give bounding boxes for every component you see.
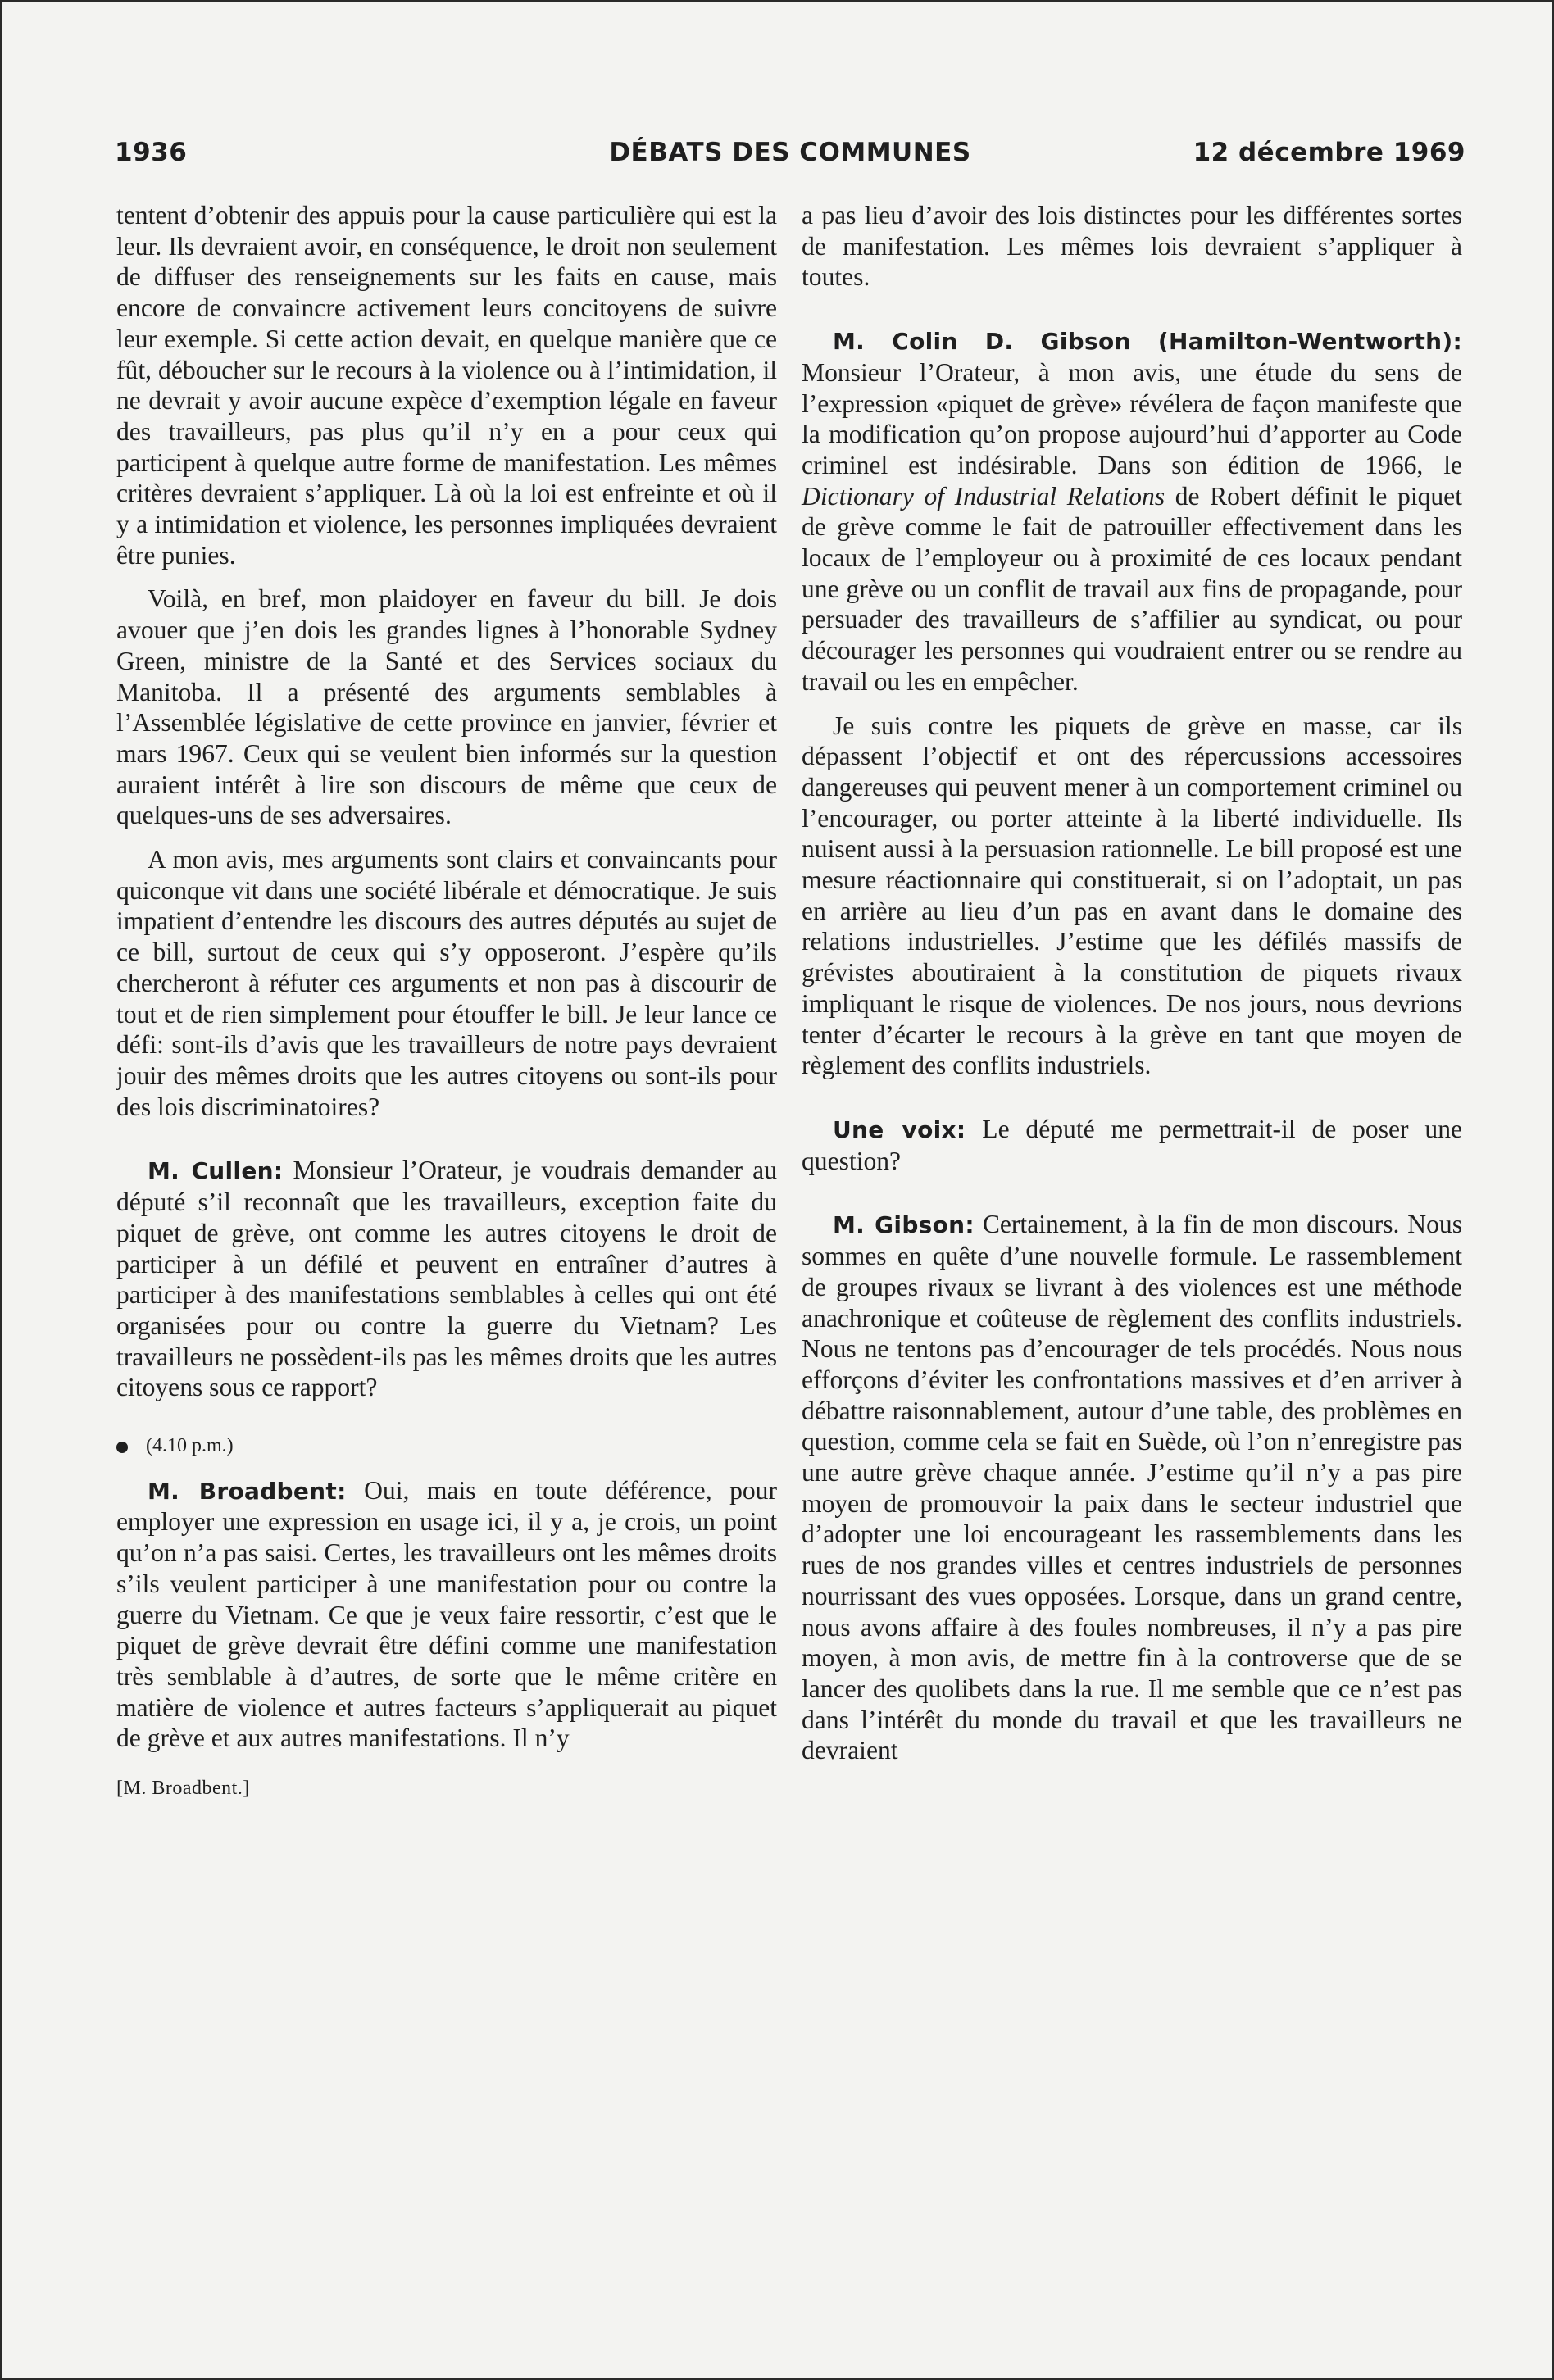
speech-text: Le député me permettrait-il de poser une question? [802, 1114, 1463, 1175]
paragraph: A mon avis, mes arguments sont clairs et convaincants pour quiconque vit dans une société libérale et démocratique. Je suis impatient d’entendre les discours des autres députés au sujet de ce bill, surtout de ceux qui s’y opposeront. J’espère qu’ils chercheront à réfuter ces arguments et non pas à discourir de tout et de rien simplement pour étouffer le bill. Je leur lance ce défi: sont-ils d’avis que les travailleurs de notre pays devraient jouir des mêmes droits que les autres citoyens ou sont-ils pour des lois discriminatoires? [116, 845, 777, 1121]
paragraph: a pas lieu d’avoir des lois distinctes pour les différentes sortes de manifestation. Les mêmes lois devraient s’appliquer à toutes. [802, 201, 1462, 292]
time-marker [116, 1431, 777, 1462]
page-number: 1936 [115, 138, 188, 167]
speech-voice [802, 1114, 1462, 1176]
cited-title: Dictionary of Industrial Relations [802, 481, 1166, 511]
speech-text: Oui, mais en toute déférence, pour employer une expression en usage ici, il y a, je crois, un point qu’on n’a pas saisi. Certes, les travailleurs ont les mêmes droits s’ils veulent participer à une manifestation pour ou contre la guerre du Vietnam. Ce que je veux faire ressortir, c’est que le piquet de grève devrait être défini comme une manifestation très semblable à d’autres, de sorte que le même critère en matière de violence et autres facteurs s’appliquerait au piquet de grève et aux autres manifestations. Il n’y [116, 1475, 777, 1753]
speech-gibson-2 [802, 1209, 1462, 1766]
speech-text: Monsieur l’Orateur, je voudrais demander au député s’il reconnaît que les travailleurs, exception faite du piquet de grève, ont comme les autres citoyens le droit de participer à un défilé et peuvent en entraîner d’autres à participer à des manifestations semblables à celles qui ont été organisées pour ou contre la guerre du Vietnam? Les travailleurs ne possèdent-ils pas les mêmes droits que les autres citoyens sous ce rapport? [116, 1156, 778, 1402]
speech-broadbent [116, 1475, 777, 1754]
bullet-icon [116, 1442, 128, 1453]
timestamp-text: (4.10 p.m.) [146, 1435, 234, 1457]
speech-text: Certainement, à la fin de mon discours. Nous sommes en quête d’une nouvelle formule. Le rassemblement de groupes rivaux se livrant à des violences est une méthode anachronique et coûteuse de règlement des conflits industriels. Nous ne tentons pas d’encourager de tels procédés. Nous nous efforçons d’éviter les confrontations massives et d’en arriver à débattre raisonnablement, autour d’une table, des problèmes en question, comme cela se fait en Suède, où l’on n’enregistre pas une autre grève chaque année. J’estime qu’il n’y a pas pire moyen de promouvoir la paix dans le secteur industriel que d’adopter une loi encourageant les rassemblements dans les rues de nos grandes villes et centres industriels de personnes nourrissant des vues opposées. Lorsque, dans un grand centre, nous avons affaire à des foules nombreuses, il n’y a pas pire moyen, à mon avis, de mettre fin à la controverse que de se lancer des quolibets dans la rue. Il me semble que ce n’est pas dans l’intérêt du monde du travail et que les travailleurs ne devraient [802, 1210, 1462, 1765]
speaker-name: M. Broadbent: [148, 1477, 347, 1505]
page-date: 12 décembre 1969 [1193, 138, 1465, 167]
speech-cullen [116, 1155, 777, 1403]
paragraph: tentent d’obtenir des appuis pour la cause particulière qui est la leur. Ils devraient avoir, en conséquence, le droit non seulement de diffuser des renseignements sur les faits en cause, mais encore de convaincre activement leurs concitoyens de suivre leur exemple. Si cette action devait, en quelque manière que ce fût, déboucher sur le recours à la violence ou à l’intimidation, il ne devrait y avoir aucune expèce d’exemption légale en faveur des travailleurs, pas plus qu’il n’y en a pour ceux qui participent à quelque autre forme de manifestation. Les mêmes critères devraient s’appliquer. Là où la loi est enfreinte et où il y a intimidation et violence, les personnes impliquées devraient être punies. [116, 201, 777, 570]
speaker-name: Une voix: [833, 1115, 966, 1143]
publication-title: DÉBATS DES COMMUNES [609, 138, 971, 167]
speaker-name: M. Gibson: [833, 1211, 975, 1239]
running-head [115, 138, 1465, 170]
paragraph: Je suis contre les piquets de grève en masse, car ils dépassent l’objectif et ont des répercussions accessoires dangereuses qui peuvent mener à un comportement criminel ou l’encourager, ou porter atteinte à la liberté individuelle. Ils nuisent aussi à la persuasion rationnelle. Le bill proposé est une mesure réactionnaire qui constituerait, si on l’adoptait, un pas en arrière au lieu d’un pas en avant dans le domaine des relations industrielles. J’estime que les défilés massifs de grévistes aboutiraient à la constitution de piquets rivaux impliquant le risque de violences. De nos jours, nous devrions tenter d’écarter le recours à la grève en tant que moyen de règlement des conflits industriels. [802, 711, 1462, 1080]
speech-text: de Robert définit le piquet de grève comme le fait de patrouiller effectivement dans les locaux de l’employeur ou à proximité de ces locaux pendant une grève ou un conflit de travail aux fins de propagande, pour persuader des travailleurs de s’affilier au syndicat, ou pour décourager les personnes qui voudraient entrer ou se rendre au travail ou les en empêcher. [802, 481, 1462, 696]
speaker-name: M. Colin D. Gibson (Hamilton-Wentworth): [833, 328, 1462, 356]
speech-gibson [802, 325, 1462, 697]
left-column [116, 200, 777, 1805]
speaker-attribution: [M. Broadbent.] [116, 1778, 250, 1800]
paragraph: Voilà, en bref, mon plaidoyer en faveur du bill. Je dois avouer que j’en dois les grandes lignes à l’honorable Sydney Green, ministre de la Santé et des Services sociaux du Manitoba. Il a présenté des arguments semblables à l’Assemblée législative de cette province en janvier, février et mars 1967. Ceux qui se veulent bien informés sur la question auraient intérêt à lire son discours de même que ceux de quelques-uns de ses adversaires. [116, 584, 777, 830]
speaker-name: M. Cullen: [148, 1157, 284, 1185]
speech-text: Monsieur l’Orateur, à mon avis, une étude du sens de l’expression «piquet de grève» révélera de façon manifeste que la modification qu’on propose aujourd’hui d’apporter au Code criminel est indésirable. Dans son édition de 1966, le [802, 357, 1462, 479]
right-column [802, 200, 1462, 1766]
